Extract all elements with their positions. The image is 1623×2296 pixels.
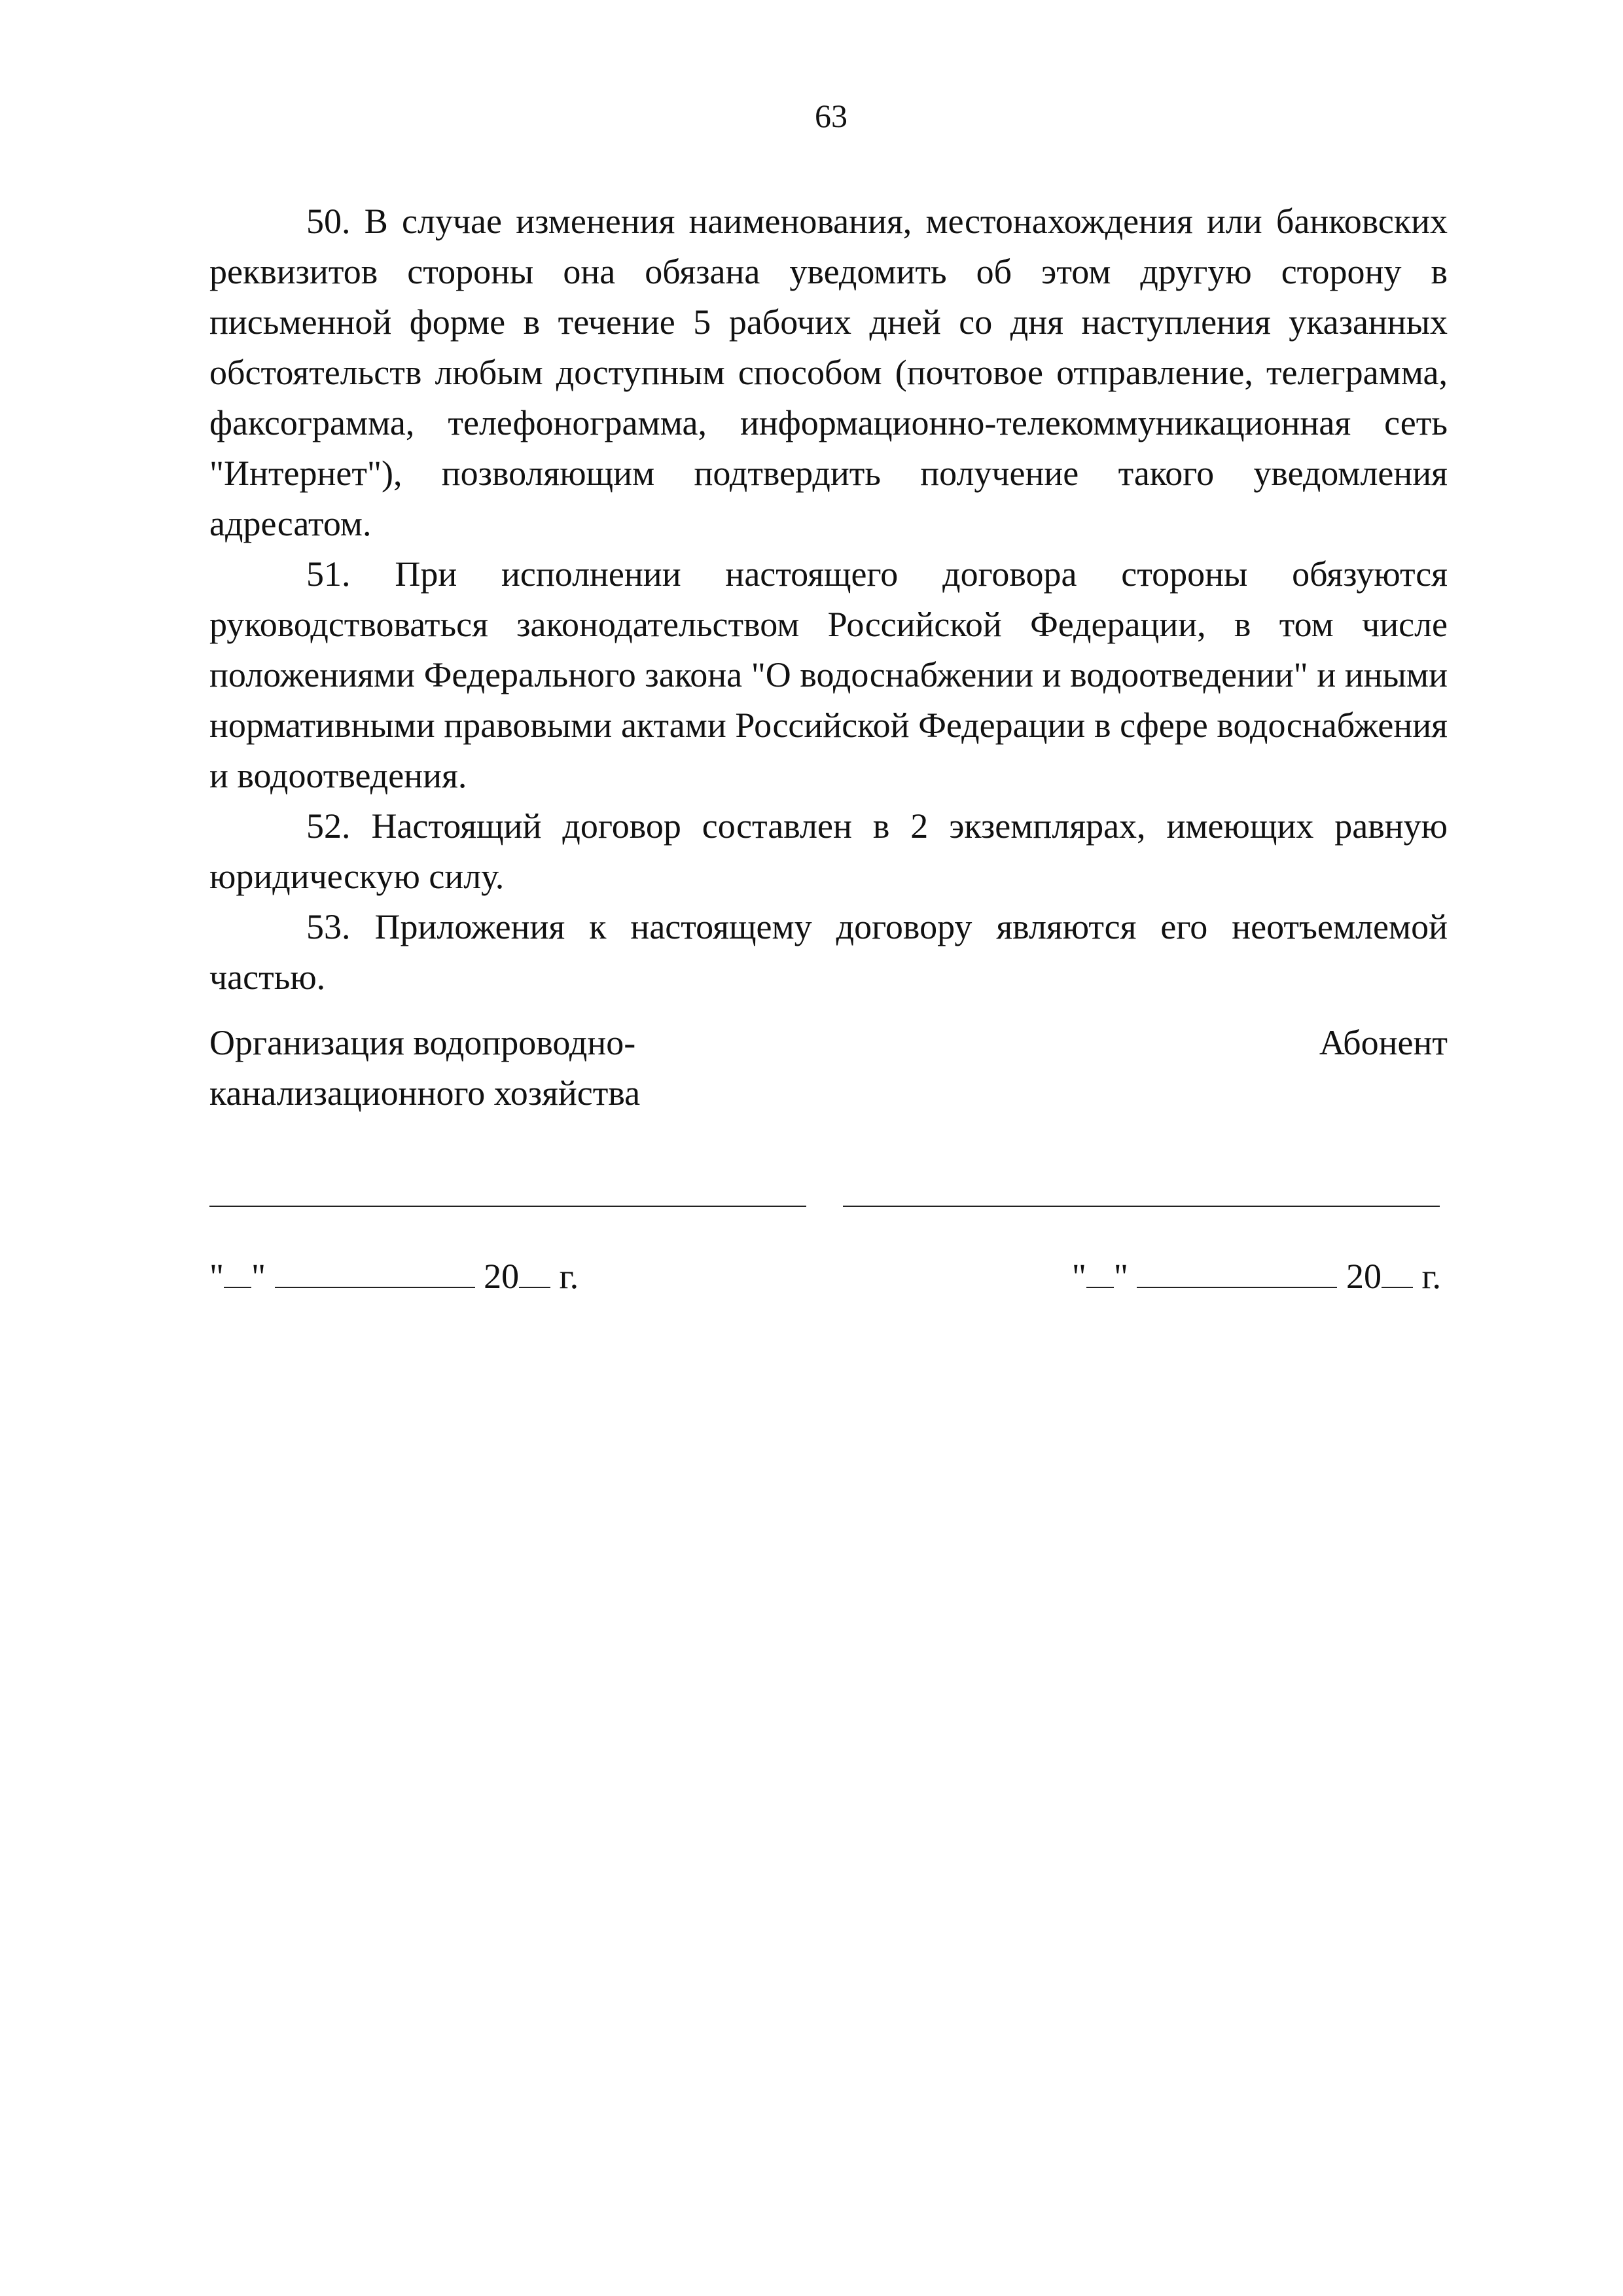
- paragraph-53: [209, 902, 1448, 1003]
- year-suffix: г.: [559, 1257, 579, 1296]
- month-blank: [1137, 1258, 1337, 1288]
- subscriber-date-field: [1072, 1251, 1441, 1302]
- paragraph-number: 50.: [306, 202, 351, 241]
- document-body: [209, 196, 1448, 1003]
- paragraph-number: 52.: [306, 806, 351, 846]
- subscriber-party-title: Абонент: [1319, 1023, 1448, 1062]
- paragraph-text: Настоящий договор составлен в 2 экземплярах, имеющих равную юридическую силу.: [209, 806, 1448, 896]
- day-blank: [1086, 1258, 1114, 1288]
- supplier-title-line-2: канализационного хозяйства: [209, 1073, 641, 1113]
- supplier-title-line-1: Организация водопроводно-: [209, 1023, 636, 1062]
- paragraph-text: В случае изменения наименования, местонахождения или банковских реквизитов стороны она обязана уведомить об этом другую сторону в письменной форме в течение 5 рабочих дней со дня наступления указанных обстоятельств любым доступным способом (почтовое отправление, телеграмма, факсограмма, телефонограмма, информационно-телекоммуникационная сеть "Интернет"), позволяющим подтвердить получение такого уведомления адресатом.: [209, 202, 1448, 543]
- month-blank: [275, 1258, 475, 1288]
- supplier-date-field: [209, 1251, 579, 1302]
- page-number: 63: [815, 98, 847, 134]
- paragraph-text: Приложения к настоящему договору являются его неотъемлемой частью.: [209, 907, 1448, 997]
- paragraph-text: При исполнении настоящего договора стороны обязуются руководствоваться законодательством Российской Федерации, в том числе положениями Федерального закона "О водоснабжении и водоотведении" и иными нормативными правовыми актами Российской Федерации в сфере водоснабжения и водоотведения.: [209, 554, 1448, 795]
- year-prefix: 20: [484, 1257, 520, 1296]
- paragraph-52: [209, 801, 1448, 902]
- quote-open: ": [209, 1257, 224, 1296]
- paragraph-51: [209, 549, 1448, 801]
- supplier-signature-line: [209, 1206, 806, 1207]
- subscriber-signature-line: [843, 1206, 1440, 1207]
- year-prefix: 20: [1346, 1257, 1382, 1296]
- paragraph-number: 51.: [306, 554, 351, 594]
- year-blank: [519, 1258, 550, 1288]
- paragraph-50: [209, 196, 1448, 549]
- day-blank: [224, 1258, 251, 1288]
- year-blank: [1382, 1258, 1413, 1288]
- paragraph-number: 53.: [306, 907, 351, 946]
- quote-close: ": [251, 1257, 266, 1296]
- year-suffix: г.: [1421, 1257, 1441, 1296]
- supplier-party-title: [209, 1018, 798, 1119]
- quote-close: ": [1113, 1257, 1128, 1296]
- quote-open: ": [1071, 1257, 1086, 1296]
